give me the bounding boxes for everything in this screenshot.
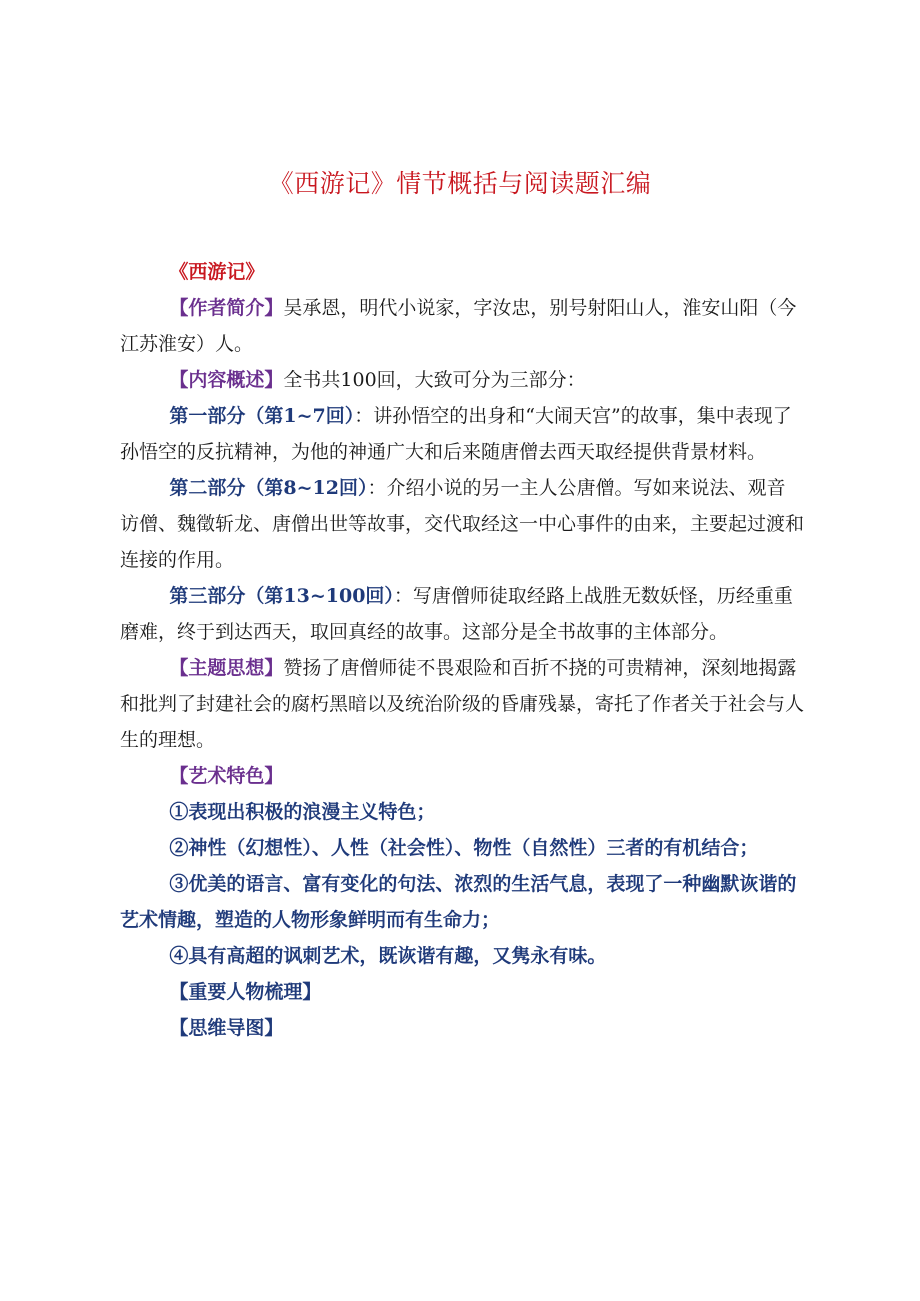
mindmap-label: 【思维导图】 [169,1017,284,1039]
author-label: 【作者简介】 [169,297,284,319]
theme-paragraph [120,650,804,758]
author-paragraph [120,290,804,362]
part-one-label: 第一部分（第1~7回） [169,405,355,427]
art-feature-item: ②神性（幻想性）、人性（社会性）、物性（自然性）三者的有机结合； [169,837,759,859]
mindmap-heading-paragraph [120,1010,804,1046]
art-heading-paragraph [120,758,804,794]
part-one-paragraph [120,398,804,470]
part-two-text: ：介绍小说的另一主人公唐僧。写如来说法、观音访僧、魏徵斩龙、唐僧出世等故事，交代取经这一中心事件的由来，主要起过渡和连接的作用。 [120,477,805,571]
theme-text: 赞扬了唐僧师徒不畏艰险和百折不挠的可贵精神，深刻地揭露和批判了封建社会的腐朽黑暗以及统治阶级的昏庸残暴，寄托了作者关于社会与人生的理想。 [120,657,805,751]
part-three-text: ：写唐僧师徒取经路上战胜无数妖怪，历经重重磨难，终于到达西天，取回真经的故事。这部分是全书故事的主体部分。 [120,585,793,643]
overview-label: 【内容概述】 [169,369,284,391]
art-label: 【艺术特色】 [169,765,284,787]
part-two-paragraph [120,470,804,578]
document-body [120,254,804,1046]
part-three-paragraph [120,578,804,650]
art-feature-item: ④具有高超的讽刺艺术，既诙谐有趣，又隽永有味。 [169,945,607,967]
characters-label: 【重要人物梳理】 [169,981,322,1003]
characters-heading-paragraph [120,974,804,1010]
art-feature-item: ③优美的语言、富有变化的句法、浓烈的生活气息，表现了一种幽默诙谐的艺术情趣，塑造的人物形象鲜明而有生命力； [120,873,797,931]
theme-label: 【主题思想】 [169,657,284,679]
part-one-text: ：讲孙悟空的出身和“大闹天宫”的故事，集中表现了孙悟空的反抗精神，为他的神通广大和后来随唐僧去西天取经提供背景材料。 [120,405,792,463]
book-heading: 《西游记》 [169,261,265,283]
book-heading-paragraph [120,254,804,290]
overview-text: 全书共100回，大致可分为三部分： [283,369,586,391]
author-text: 吴承恩，明代小说家，字汝忠，别号射阳山人，淮安山阳（今江苏淮安）人。 [120,297,797,355]
art-feature-item: ①表现出积极的浪漫主义特色； [169,801,436,823]
document-title: 《西游记》情节概括与阅读题汇编 [268,169,652,198]
part-three-label: 第三部分（第13~100回） [169,585,394,607]
part-two-label: 第二部分（第8~12回） [169,477,368,499]
overview-paragraph [120,362,804,398]
